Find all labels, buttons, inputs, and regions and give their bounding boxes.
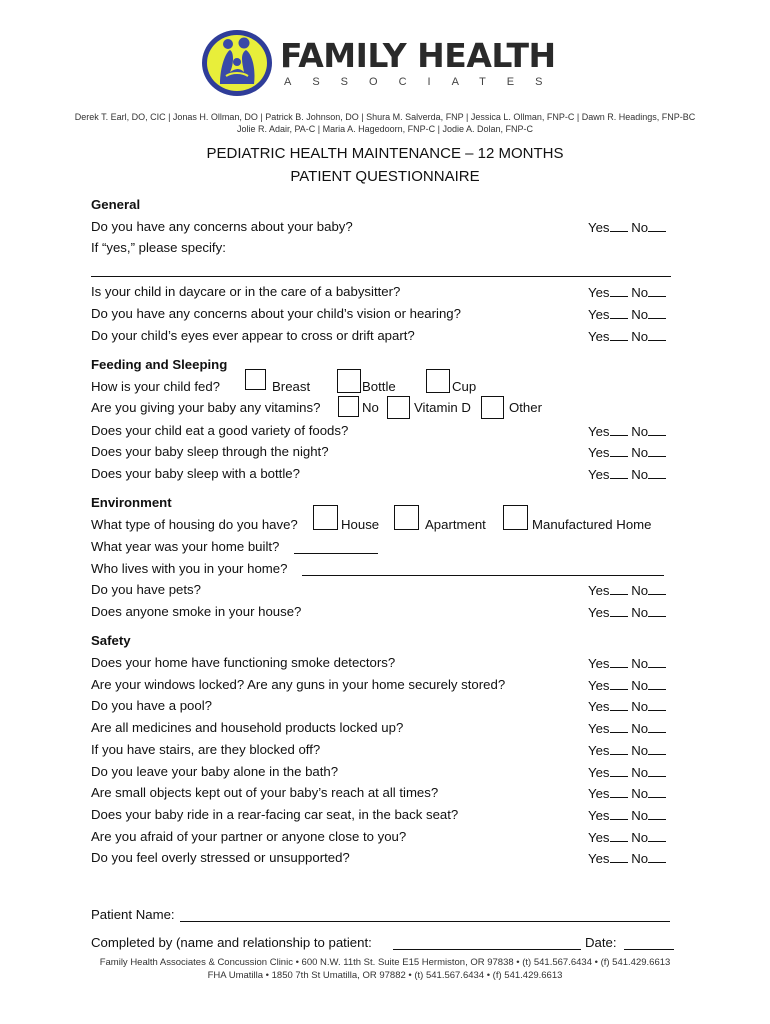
question-text: Does your child eat a good variety of foods? bbox=[91, 423, 349, 438]
yes-no-answer[interactable]: Yes No bbox=[588, 698, 666, 714]
option-cup: Cup bbox=[452, 379, 477, 394]
question-row bbox=[91, 720, 691, 741]
date-label: Date: bbox=[585, 935, 617, 950]
question-text: What type of housing do you have? bbox=[91, 517, 298, 532]
yes-no-answer[interactable]: Yes No bbox=[588, 423, 666, 439]
question-text: Do you have a pool? bbox=[91, 698, 212, 714]
question-text: If “yes,” please specify: bbox=[91, 240, 226, 255]
option-bottle: Bottle bbox=[362, 379, 396, 394]
section-heading-general: General bbox=[91, 197, 141, 212]
checkbox-vitamin-d[interactable] bbox=[387, 396, 410, 419]
section-heading-safety: Safety bbox=[91, 633, 131, 648]
question-row bbox=[91, 284, 691, 305]
completed-by-label: Completed by (name and relationship to patient: bbox=[91, 935, 372, 950]
question-row bbox=[91, 742, 691, 763]
checkbox-apartment[interactable] bbox=[394, 505, 419, 530]
checkbox-cup[interactable] bbox=[426, 369, 450, 393]
providers-line-1: Derek T. Earl, DO, CIC | Jonas H. Ollman, DO | Patrick B. Johnson, DO | Shura M. Salverda, FNP | Jessica L. Ollman, FNP-C | Dawn R. Headings, FNP-BC bbox=[74, 112, 696, 122]
checkbox-no-vitamins[interactable] bbox=[338, 396, 359, 417]
question-row bbox=[91, 582, 691, 603]
yes-no-answer[interactable]: Yes No bbox=[588, 328, 666, 344]
question-text: Are your windows locked? Are any guns in your home securely stored? bbox=[91, 676, 506, 692]
yes-no-answer[interactable]: Yes No bbox=[588, 582, 666, 598]
question-text: Do you leave your baby alone in the bath? bbox=[91, 763, 339, 779]
question-row bbox=[91, 764, 691, 785]
yes-no-answer[interactable]: Yes No bbox=[588, 655, 666, 671]
question-row bbox=[91, 561, 691, 582]
yes-no-answer[interactable]: Yes No bbox=[588, 742, 666, 758]
question-row bbox=[91, 539, 691, 560]
footer-line-1: Family Health Associates & Concussion Clinic • 600 N.W. 11th St. Suite E15 Hermiston, OR 97838 • (t) 541.567.6434 • (f) 541.429.6613 bbox=[99, 957, 671, 968]
question-text: Is your child in daycare or in the care of a babysitter? bbox=[91, 284, 401, 299]
patient-name-line[interactable] bbox=[180, 921, 670, 922]
question-row bbox=[91, 677, 691, 698]
patient-name-label: Patient Name: bbox=[91, 907, 175, 922]
option-vitamin-d: Vitamin D bbox=[414, 400, 471, 415]
yes-no-answer[interactable]: Yes No bbox=[588, 284, 666, 300]
checkbox-manufactured-home[interactable] bbox=[503, 505, 528, 530]
yes-no-answer[interactable]: Yes No bbox=[588, 604, 666, 620]
question-text: Does your baby ride in a rear-facing car seat, in the back seat? bbox=[91, 806, 459, 822]
question-text: Do your child’s eyes ever appear to cross or drift apart? bbox=[91, 328, 415, 343]
option-no: No bbox=[362, 400, 379, 415]
question-text: Does your baby sleep with a bottle? bbox=[91, 466, 300, 481]
question-text: Does your home have functioning smoke detectors? bbox=[91, 655, 396, 670]
question-row bbox=[91, 423, 691, 444]
yes-no-answer[interactable]: Yes No bbox=[588, 466, 666, 482]
option-breast: Breast bbox=[272, 379, 311, 394]
question-row bbox=[91, 698, 691, 719]
question-text: Does your baby sleep through the night? bbox=[91, 444, 329, 459]
yes-no-answer[interactable]: Yes No bbox=[588, 306, 666, 322]
yes-no-answer[interactable]: Yes No bbox=[588, 720, 666, 736]
section-heading-feeding: Feeding and Sleeping bbox=[91, 357, 228, 372]
checkbox-house[interactable] bbox=[313, 505, 338, 530]
question-text: Does anyone smoke in your house? bbox=[91, 604, 302, 619]
question-row bbox=[91, 466, 691, 487]
year-built-answer-line[interactable] bbox=[294, 553, 378, 554]
yes-no-answer[interactable]: Yes No bbox=[588, 785, 666, 801]
question-row bbox=[91, 444, 691, 465]
option-house: House bbox=[341, 517, 380, 532]
question-row bbox=[91, 328, 691, 349]
question-text: Do you feel overly stressed or unsupported? bbox=[91, 850, 350, 866]
checkbox-other-vitamin[interactable] bbox=[481, 396, 504, 419]
yes-no-answer[interactable]: Yes No bbox=[588, 677, 666, 693]
question-text: Are you afraid of your partner or anyone close to you? bbox=[91, 828, 407, 844]
providers-line-2: Jolie R. Adair, PA-C | Maria A. Hagedoorn, FNP-C | Jodie A. Dolan, FNP-C bbox=[236, 124, 534, 134]
yes-no-answer[interactable]: Yes No bbox=[588, 807, 666, 823]
section-heading-environment: Environment bbox=[91, 495, 172, 510]
yes-no-answer[interactable]: Yes No bbox=[588, 764, 666, 780]
household-members-answer-line[interactable] bbox=[302, 575, 664, 576]
option-apartment: Apartment bbox=[425, 517, 486, 532]
question-text: How is your child fed? bbox=[91, 379, 221, 394]
family-health-logo bbox=[200, 28, 274, 98]
form-subtitle: PATIENT QUESTIONNAIRE bbox=[290, 168, 480, 185]
question-row bbox=[91, 850, 691, 871]
question-row bbox=[91, 219, 691, 240]
question-text: What year was your home built? bbox=[91, 539, 280, 554]
brand-subtitle: ASSOCIATES bbox=[284, 76, 564, 88]
option-manufactured-home: Manufactured Home bbox=[532, 517, 652, 532]
question-row bbox=[91, 785, 691, 806]
question-row bbox=[91, 829, 691, 850]
brand-name: FAMILY HEALTH bbox=[280, 36, 556, 75]
question-row bbox=[91, 807, 691, 828]
question-row bbox=[91, 306, 691, 327]
footer-line-2: FHA Umatilla • 1850 7th St Umatilla, OR 97882 • (t) 541.567.6434 • (f) 541.429.6613 bbox=[207, 970, 563, 981]
checkbox-breast[interactable] bbox=[245, 369, 266, 390]
question-row bbox=[91, 655, 691, 676]
yes-no-answer[interactable]: Yes No bbox=[588, 219, 666, 235]
question-text: Do you have any concerns about your child’s vision or hearing? bbox=[91, 306, 461, 321]
date-line[interactable] bbox=[624, 949, 674, 950]
question-text: Do you have pets? bbox=[91, 582, 201, 597]
question-row bbox=[91, 240, 691, 261]
question-text: Do you have any concerns about your baby? bbox=[91, 219, 353, 234]
option-other: Other bbox=[509, 400, 542, 415]
checkbox-bottle[interactable] bbox=[337, 369, 361, 393]
yes-no-answer[interactable]: Yes No bbox=[588, 444, 666, 460]
question-text: Who lives with you in your home? bbox=[91, 561, 288, 576]
question-text: Are you giving your baby any vitamins? bbox=[91, 400, 321, 415]
question-row bbox=[91, 604, 691, 625]
completed-by-line[interactable] bbox=[393, 949, 581, 950]
question-text: If you have stairs, are they blocked off? bbox=[91, 741, 321, 757]
specify-answer-line[interactable] bbox=[91, 276, 671, 277]
question-text: Are small objects kept out of your baby’s reach at all times? bbox=[91, 785, 439, 801]
yes-no-answer[interactable]: Yes No bbox=[588, 850, 666, 866]
yes-no-answer[interactable]: Yes No bbox=[588, 829, 666, 845]
question-text: Are all medicines and household products locked up? bbox=[91, 720, 404, 736]
form-title: PEDIATRIC HEALTH MAINTENANCE – 12 MONTHS bbox=[206, 145, 564, 162]
